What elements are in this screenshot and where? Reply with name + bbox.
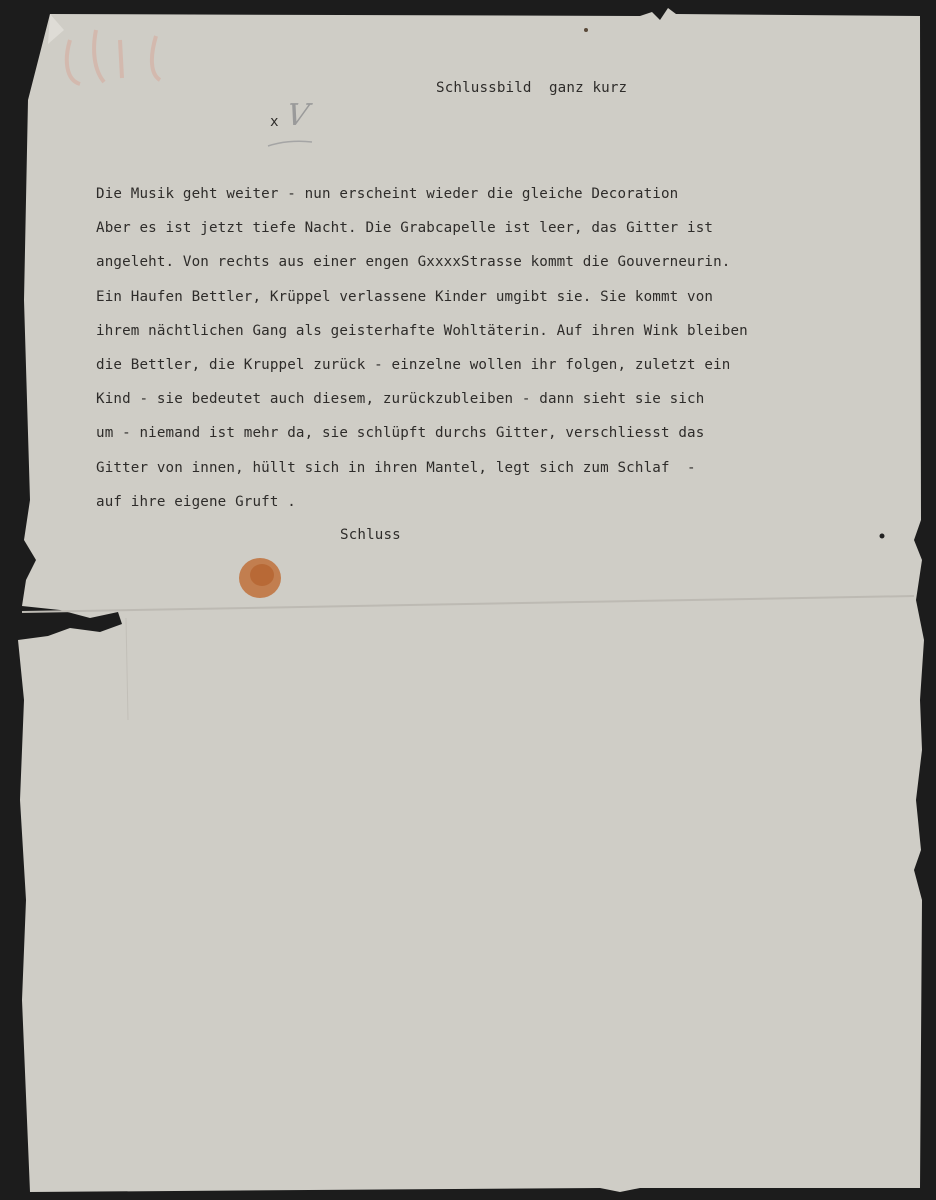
text-line: auf ihre eigene Gruft . [96,493,296,510]
handwritten-numeral: V [284,98,312,133]
body-paragraph [96,184,748,526]
section-mark: x [270,114,279,130]
closing-word: Schluss [340,527,401,543]
text-line: Kind - sie bedeutet auch diesem, zurückzubleiben - dann sieht sie sich [96,391,705,408]
rust-stain-core [250,564,274,586]
ink-speck [584,28,588,32]
text-line: die Bettler, die Kruppel zurück - einzelne wollen ihr folgen, zuletzt ein [96,356,731,373]
text-line: Ein Haufen Bettler, Krüppel verlassene Kinder umgibt sie. Sie kommt von [96,288,714,305]
text-line: Aber es ist jetzt tiefe Nacht. Die Grabcapelle ist leer, das Gitter ist [96,220,714,237]
ink-speck-right [880,534,885,539]
text-line: angeleht. Von rechts aus einer engen GxxxxStrasse kommt die Gouverneurin. [96,254,731,271]
text-line: ihrem nächtlichen Gang als geisterhafte Wohltäterin. Auf ihren Wink bleiben [96,322,748,339]
text-line: Gitter von innen, hüllt sich in ihren Mantel, legt sich zum Schlaf - [96,459,696,476]
text-line: um - niemand ist mehr da, sie schlüpft durchs Gitter, verschliesst das [96,425,705,442]
text-line: Die Musik geht weiter - nun erscheint wieder die gleiche Decoration [96,186,679,202]
page-heading: Schlussbild ganz kurz [436,80,628,96]
